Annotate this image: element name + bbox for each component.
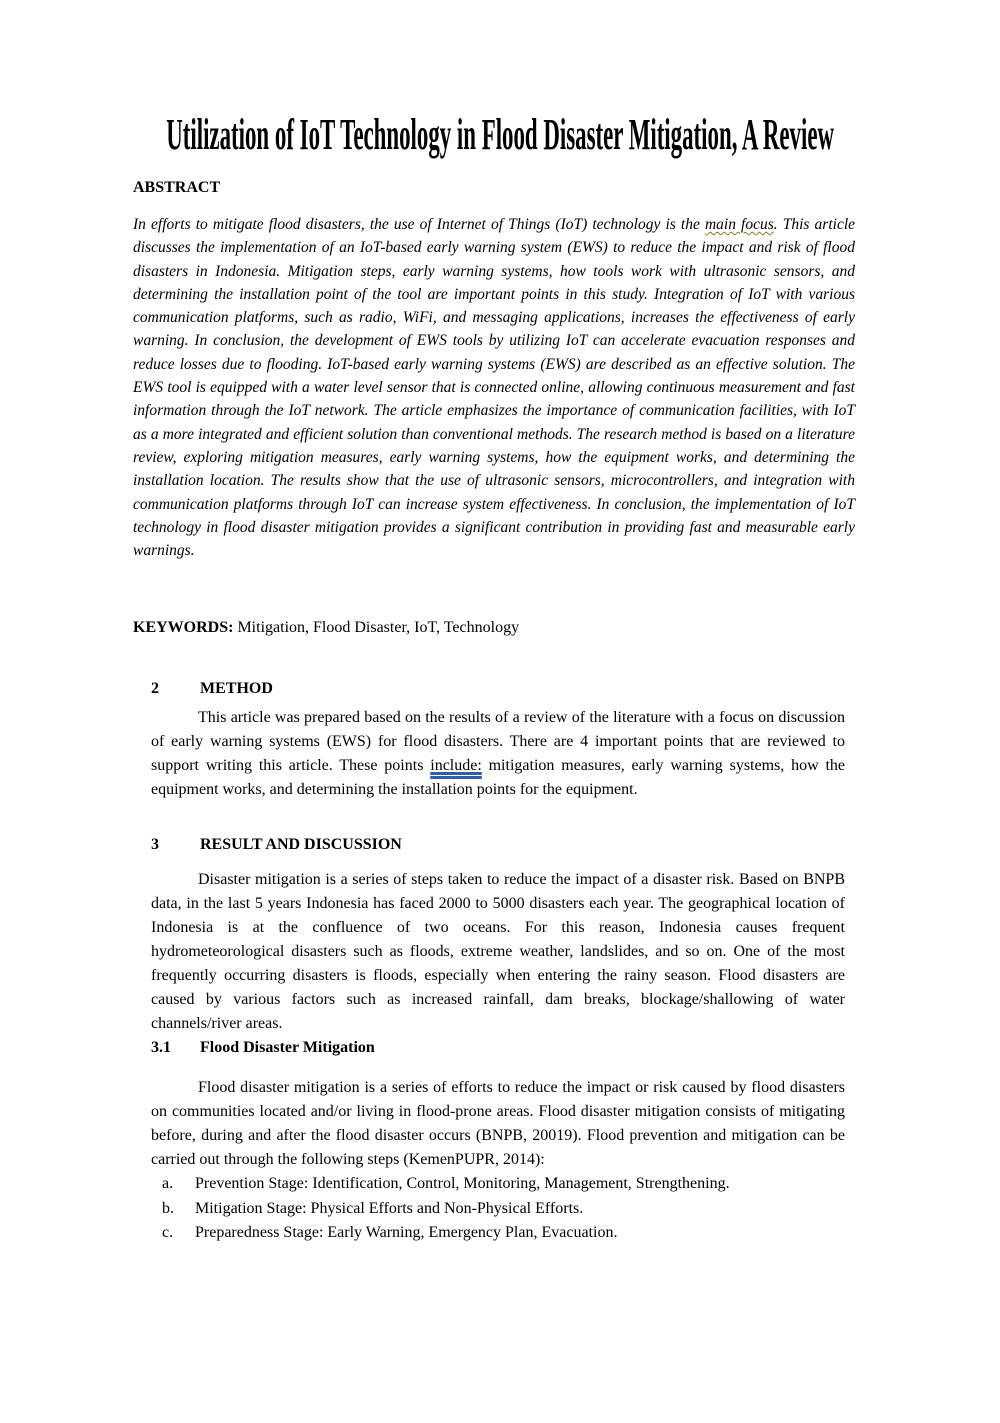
list-item-text: Prevention Stage: Identification, Control, Monitoring, Management, Strengthening.	[195, 1175, 730, 1192]
list-item	[151, 1221, 845, 1246]
abstract-text-before-highlight: In efforts to mitigate flood disasters, the use of Internet of Things (IoT) technology is the	[133, 216, 705, 233]
list-item	[151, 1197, 845, 1222]
spellcheck-flagged-text: main focus	[704, 216, 774, 233]
results-paragraph: Disaster mitigation is a series of steps taken to reduce the impact of a disaster risk. Based on BNPB data, in the last 5 years Indonesia has faced 2000 to 5000 disasters each year. The geographical location of Indonesia is at the confluence of two oceans. For this reason, Indonesia causes frequent hydrometeorological disasters such as floods, extreme weather, landslides, and so on. One of the most frequently occurring disasters is floods, especially when entering the rainy season. Flood disasters are caused by various factors such as increased rainfall, dam breaks, blockage/shallowing of water channels/river areas.	[151, 871, 845, 1032]
mitigation-subsection-title: Flood Disaster Mitigation	[200, 1039, 375, 1056]
method-text-before-highlight: This article was prepared based on the results of a review of the literature with a focus on discussion of early warning systems (EWS) for flood disasters. There are 4 important points that are reviewed to support writing this article. These points	[151, 709, 845, 774]
paper-title	[0, 111, 1000, 159]
abstract-paragraph	[133, 213, 855, 562]
mitigation-subsection-number: 3.1	[151, 1039, 171, 1056]
keywords-value: Mitigation, Flood Disaster, IoT, Technology	[233, 619, 520, 636]
keywords-line	[133, 619, 519, 637]
list-item-marker: b.	[162, 1199, 174, 1217]
list-item-text: Preparedness Stage: Early Warning, Emergency Plan, Evacuation.	[195, 1224, 618, 1241]
method-paragraph	[151, 706, 845, 802]
paper-title-text: Utilization of IoT Technology in Flood Disaster Mitigation, A Review	[166, 110, 834, 160]
grammar-flagged-text: include:	[430, 757, 482, 774]
list-item-marker: a.	[162, 1175, 174, 1192]
mitigation-steps-list	[151, 1172, 845, 1246]
method-section-heading	[151, 680, 273, 698]
keywords-label: KEYWORDS:	[133, 619, 234, 636]
abstract-heading: ABSTRACT	[133, 179, 221, 196]
list-item	[151, 1172, 845, 1197]
method-section-number: 2	[151, 680, 159, 697]
list-item-text: Mitigation Stage: Physical Efforts and Non-Physical Efforts.	[195, 1199, 584, 1217]
results-section-title: RESULT AND DISCUSSION	[200, 836, 402, 853]
mitigation-subsection-heading	[151, 1039, 375, 1057]
method-section-title: METHOD	[200, 680, 273, 697]
list-item-marker: c.	[162, 1224, 174, 1241]
abstract-text-after-highlight: . This article discusses the implementation of an IoT-based early warning system (EWS) to reduce the impact and risk of flood disasters in Indonesia. Mitigation steps, early warning systems, how tools work with ultrasonic sensors, and determining the installation point of the tool are important points in this study. Integration of IoT with various communication platforms, such as radio, WiFi, and messaging applications, increases the effectiveness of early warning. In conclusion, the development of EWS tools by utilizing IoT can accelerate evacuation responses and reduce losses due to flooding. IoT-based early warning systems (EWS) are described as an effective solution. The EWS tool is equipped with a water level sensor that is connected online, allowing continuous measurement and fast information through the IoT network. The article emphasizes the importance of communication facilities, with IoT as a more integrated and efficient solution than conventional methods. The research method is based on a literature review, exploring mitigation measures, early warning systems, how the equipment works, and determining the installation location. The results show that the use of ultrasonic sensors, microcontrollers, and integration with communication platforms through IoT can increase system effectiveness. In conclusion, the implementation of IoT technology in flood disaster mitigation provides a significant contribution in providing fast and measurable early warnings.	[133, 216, 856, 560]
results-section-number: 3	[151, 836, 159, 853]
mitigation-paragraph: Flood disaster mitigation is a series of efforts to reduce the impact or risk caused by flood disasters on communities located and/or living in flood-prone areas. Flood disaster mitigation consists of mitigating before, during and after the flood disaster occurs (BNPB, 20019). Flood prevention and mitigation can be carried out through the following steps (KemenPUPR, 2014):	[151, 1079, 845, 1168]
method-text-after-highlight: mitigation measures, early warning systems, how the equipment works, and determining the installation points for the equipment.	[151, 757, 846, 798]
results-section-heading	[151, 836, 402, 854]
